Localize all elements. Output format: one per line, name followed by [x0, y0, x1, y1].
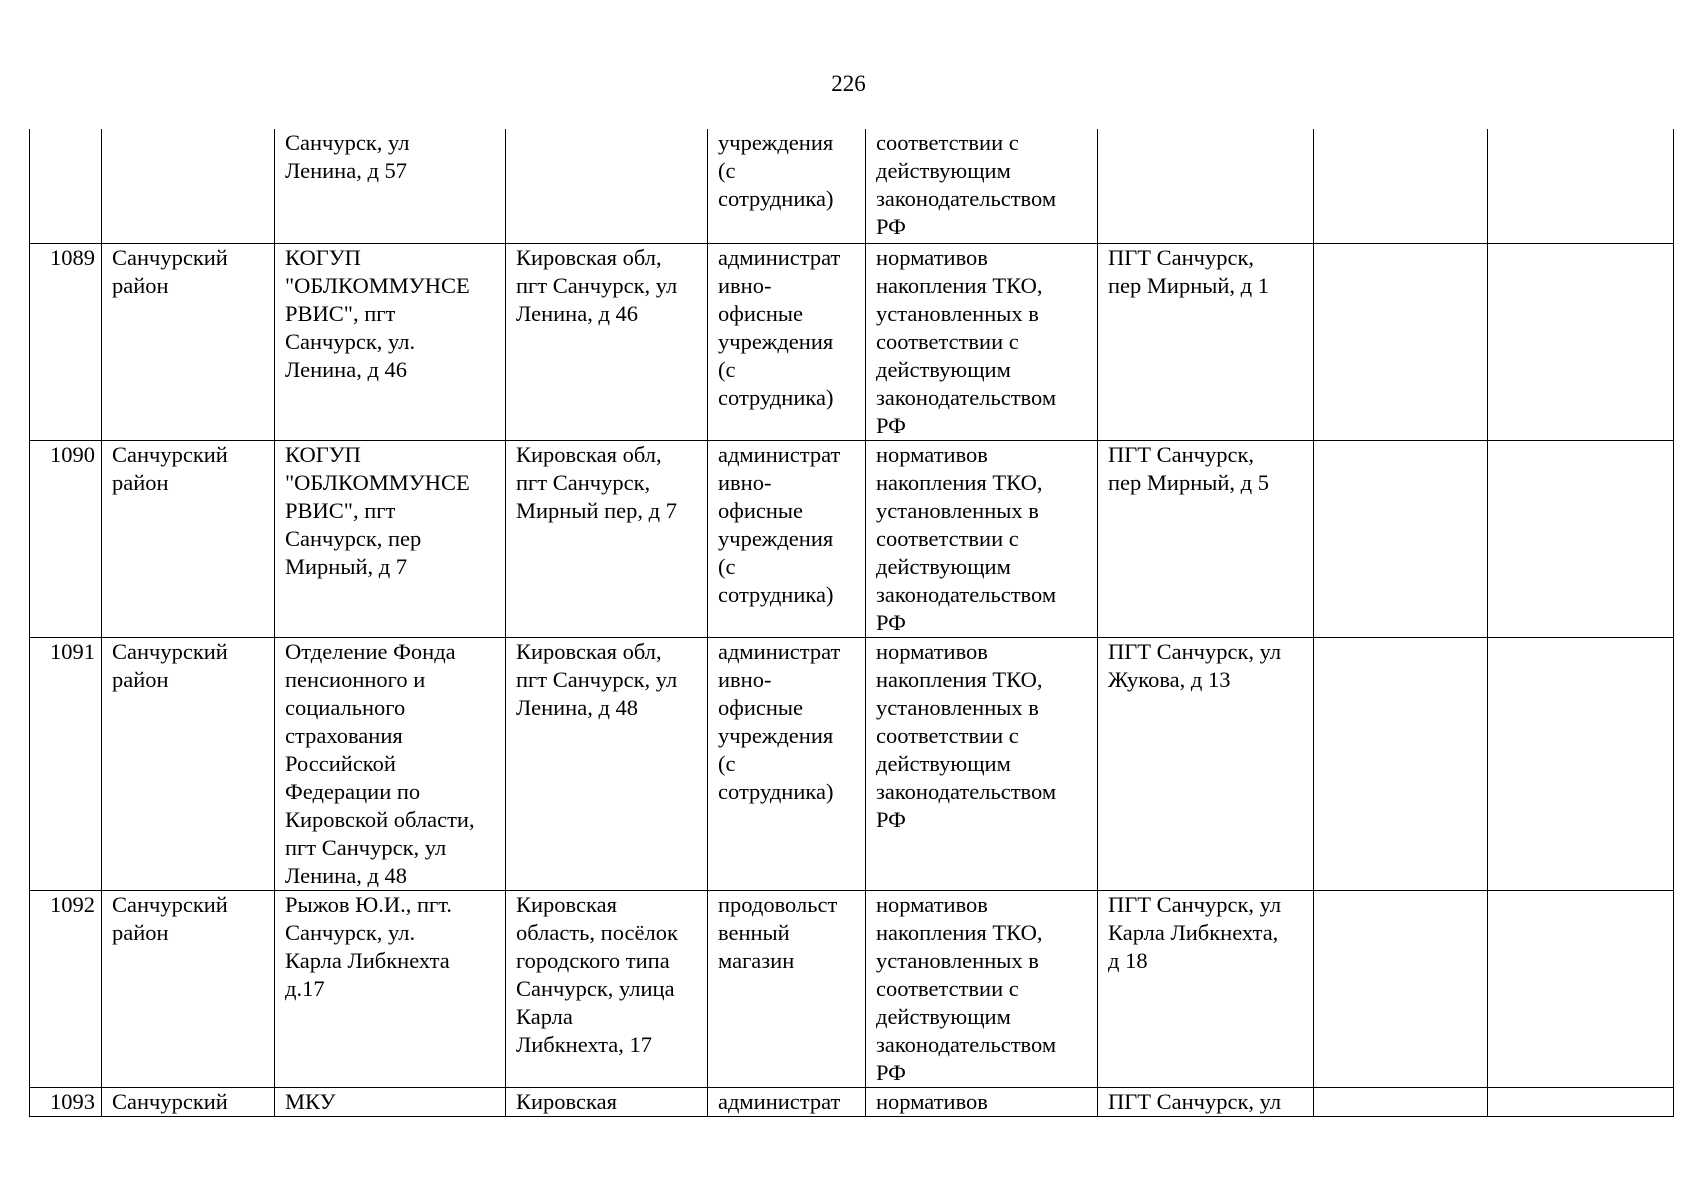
empty-cell — [1488, 243, 1674, 440]
empty-cell — [1314, 1087, 1488, 1116]
table-row — [30, 129, 1674, 243]
row-number — [30, 129, 102, 243]
site-cell: ПГТ Санчурск, ул — [1098, 1087, 1314, 1116]
empty-cell — [1314, 637, 1488, 890]
category-cell: администрат ивно- офисные учреждения (с сотрудника) — [708, 440, 866, 637]
table-row — [30, 243, 1674, 440]
table-row — [30, 890, 1674, 1087]
owner-cell: Санчурск, ул Ленина, д 57 — [275, 129, 506, 243]
empty-cell — [1488, 440, 1674, 637]
category-cell: администрат ивно- офисные учреждения (с сотрудника) — [708, 243, 866, 440]
row-number: 1091 — [30, 637, 102, 890]
row-number: 1093 — [30, 1087, 102, 1116]
norm-cell: нормативов накопления ТКО, установленных в соответствии с действующим законодательством РФ — [866, 243, 1098, 440]
empty-cell — [1314, 243, 1488, 440]
empty-cell — [1314, 890, 1488, 1087]
row-number: 1092 — [30, 890, 102, 1087]
norm-cell: нормативов накопления ТКО, установленных в соответствии с действующим законодательством РФ — [866, 440, 1098, 637]
address-cell: Кировская обл, пгт Санчурск, Мирный пер, д 7 — [506, 440, 708, 637]
owner-cell: МКУ — [275, 1087, 506, 1116]
empty-cell — [1488, 129, 1674, 243]
site-cell: ПГТ Санчурск, ул Карла Либкнехта, д 18 — [1098, 890, 1314, 1087]
owner-cell: КОГУП "ОБЛКОММУНСЕ РВИС", пгт Санчурск, пер Мирный, д 7 — [275, 440, 506, 637]
row-number: 1090 — [30, 440, 102, 637]
address-cell — [506, 129, 708, 243]
table-row — [30, 1087, 1674, 1116]
district-cell: Санчурский — [102, 1087, 275, 1116]
category-cell: продовольст венный магазин — [708, 890, 866, 1087]
empty-cell — [1488, 890, 1674, 1087]
owner-cell: КОГУП "ОБЛКОММУНСЕ РВИС", пгт Санчурск, ул. Ленина, д 46 — [275, 243, 506, 440]
page-number: 226 — [831, 71, 866, 96]
district-cell: Санчурский район — [102, 243, 275, 440]
norm-cell: нормативов накопления ТКО, установленных в соответствии с действующим законодательством РФ — [866, 890, 1098, 1087]
site-cell: ПГТ Санчурск, пер Мирный, д 1 — [1098, 243, 1314, 440]
site-cell: ПГТ Санчурск, ул Жукова, д 13 — [1098, 637, 1314, 890]
norm-cell: нормативов — [866, 1087, 1098, 1116]
category-cell: учреждения (с сотрудника) — [708, 129, 866, 243]
address-cell: Кировская обл, пгт Санчурск, ул Ленина, д 48 — [506, 637, 708, 890]
district-cell: Санчурский район — [102, 637, 275, 890]
norm-cell: нормативов накопления ТКО, установленных в соответствии с действующим законодательством РФ — [866, 637, 1098, 890]
table-row — [30, 637, 1674, 890]
address-cell: Кировская — [506, 1087, 708, 1116]
table-body — [30, 129, 1674, 1116]
table-row — [30, 440, 1674, 637]
category-cell: администрат ивно- офисные учреждения (с сотрудника) — [708, 637, 866, 890]
district-cell: Санчурский район — [102, 440, 275, 637]
address-cell: Кировская обл, пгт Санчурск, ул Ленина, д 46 — [506, 243, 708, 440]
owner-cell: Рыжов Ю.И., пгт. Санчурск, ул. Карла Либкнехта д.17 — [275, 890, 506, 1087]
district-cell: Санчурский район — [102, 890, 275, 1087]
empty-cell — [1314, 129, 1488, 243]
norm-cell: соответствии с действующим законодательством РФ — [866, 129, 1098, 243]
address-cell: Кировская область, посёлок городского типа Санчурск, улица Карла Либкнехта, 17 — [506, 890, 708, 1087]
empty-cell — [1314, 440, 1488, 637]
empty-cell — [1488, 637, 1674, 890]
category-cell: администрат — [708, 1087, 866, 1116]
empty-cell — [1488, 1087, 1674, 1116]
row-number: 1089 — [30, 243, 102, 440]
registry-table — [29, 129, 1674, 1117]
site-cell — [1098, 129, 1314, 243]
district-cell — [102, 129, 275, 243]
owner-cell: Отделение Фонда пенсионного и социального страхования Российской Федерации по Кировской области, пгт Санчурск, ул Ленина, д 48 — [275, 637, 506, 890]
site-cell: ПГТ Санчурск, пер Мирный, д 5 — [1098, 440, 1314, 637]
